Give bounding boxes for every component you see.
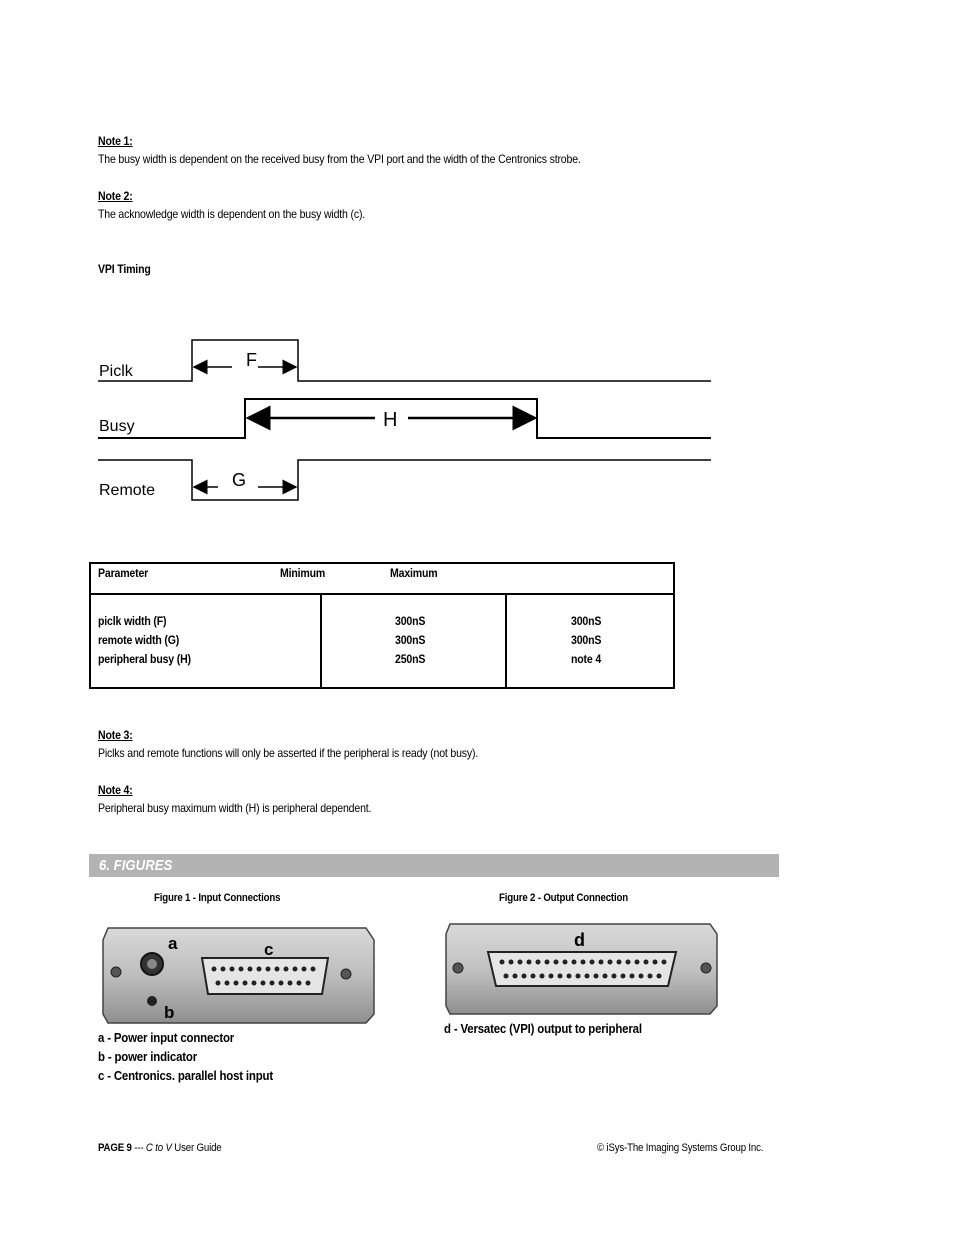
table-param: remote width (G) bbox=[98, 633, 180, 647]
note-1-text: The busy width is dependent on the received busy from the VPI port and the width of the Centronics strobe. bbox=[98, 152, 581, 166]
figure-1-caption: Figure 1 - Input Connections bbox=[154, 892, 281, 904]
busy-waveform bbox=[98, 399, 711, 438]
note-3-title: Note 3: bbox=[98, 728, 133, 742]
table-header-minimum: Minimum bbox=[280, 566, 326, 580]
note-4-title: Note 4: bbox=[98, 783, 133, 797]
note-4-text: Peripheral busy maximum width (H) is peripheral dependent. bbox=[98, 801, 372, 815]
figure-2-label-d: d bbox=[574, 930, 585, 950]
table-param: peripheral busy (H) bbox=[98, 652, 191, 666]
table-maximum: 300nS bbox=[571, 614, 602, 628]
table-minimum: 250nS bbox=[395, 652, 426, 666]
signal-piclk: Piclk bbox=[99, 363, 133, 380]
timing-title: VPI Timing bbox=[98, 262, 151, 276]
footer-title-italic: C to V bbox=[145, 1142, 172, 1154]
interval-h: H bbox=[383, 409, 398, 431]
note-3-text: Piclks and remote functions will only be asserted if the peripheral is ready (not busy). bbox=[98, 746, 479, 760]
signal-remote: Remote bbox=[99, 482, 156, 499]
signal-busy: Busy bbox=[99, 418, 135, 435]
note-1-title: Note 1: bbox=[98, 134, 133, 148]
footer-copyright: © iSys-The Imaging Systems Group Inc. bbox=[597, 1142, 764, 1154]
figure-1-label-c: c bbox=[264, 940, 274, 959]
section-header bbox=[89, 854, 779, 877]
figure-1-legend-b: b - power indicator bbox=[98, 1049, 197, 1064]
figure-1-label-b: b bbox=[164, 1003, 175, 1022]
figure-1-legend-c: c - Centronics. parallel host input bbox=[98, 1068, 274, 1083]
footer-separator: --- bbox=[131, 1142, 146, 1154]
footer-page-number: PAGE 9 bbox=[98, 1142, 132, 1154]
timing-diagram bbox=[0, 330, 954, 510]
note-2-text: The acknowledge width is dependent on the busy width (c). bbox=[98, 207, 366, 221]
table-header-maximum: Maximum bbox=[390, 566, 438, 580]
input-connections-panel-image bbox=[102, 926, 377, 1026]
remote-waveform bbox=[98, 460, 711, 500]
table-minimum: 300nS bbox=[395, 614, 426, 628]
output-connection-panel-image bbox=[444, 922, 720, 1017]
figure-2-legend-d: d - Versatec (VPI) output to peripheral bbox=[444, 1021, 642, 1036]
figure-1-legend-a: a - Power input connector bbox=[98, 1030, 235, 1045]
piclk-waveform bbox=[98, 340, 711, 381]
table-maximum: 300nS bbox=[571, 633, 602, 647]
interval-g: G bbox=[232, 470, 247, 490]
figure-2-caption: Figure 2 - Output Connection bbox=[499, 892, 628, 904]
table-minimum: 300nS bbox=[395, 633, 426, 647]
section-title: 6. FIGURES bbox=[99, 857, 173, 874]
table-header-parameter: Parameter bbox=[98, 566, 149, 580]
table-param: piclk width (F) bbox=[98, 614, 167, 628]
interval-f: F bbox=[246, 350, 257, 370]
table-maximum: note 4 bbox=[571, 652, 602, 666]
footer-title-rest: User Guide bbox=[171, 1142, 222, 1154]
note-2-title: Note 2: bbox=[98, 189, 133, 203]
figure-1-label-a: a bbox=[168, 934, 178, 953]
footer-left bbox=[98, 1142, 221, 1154]
